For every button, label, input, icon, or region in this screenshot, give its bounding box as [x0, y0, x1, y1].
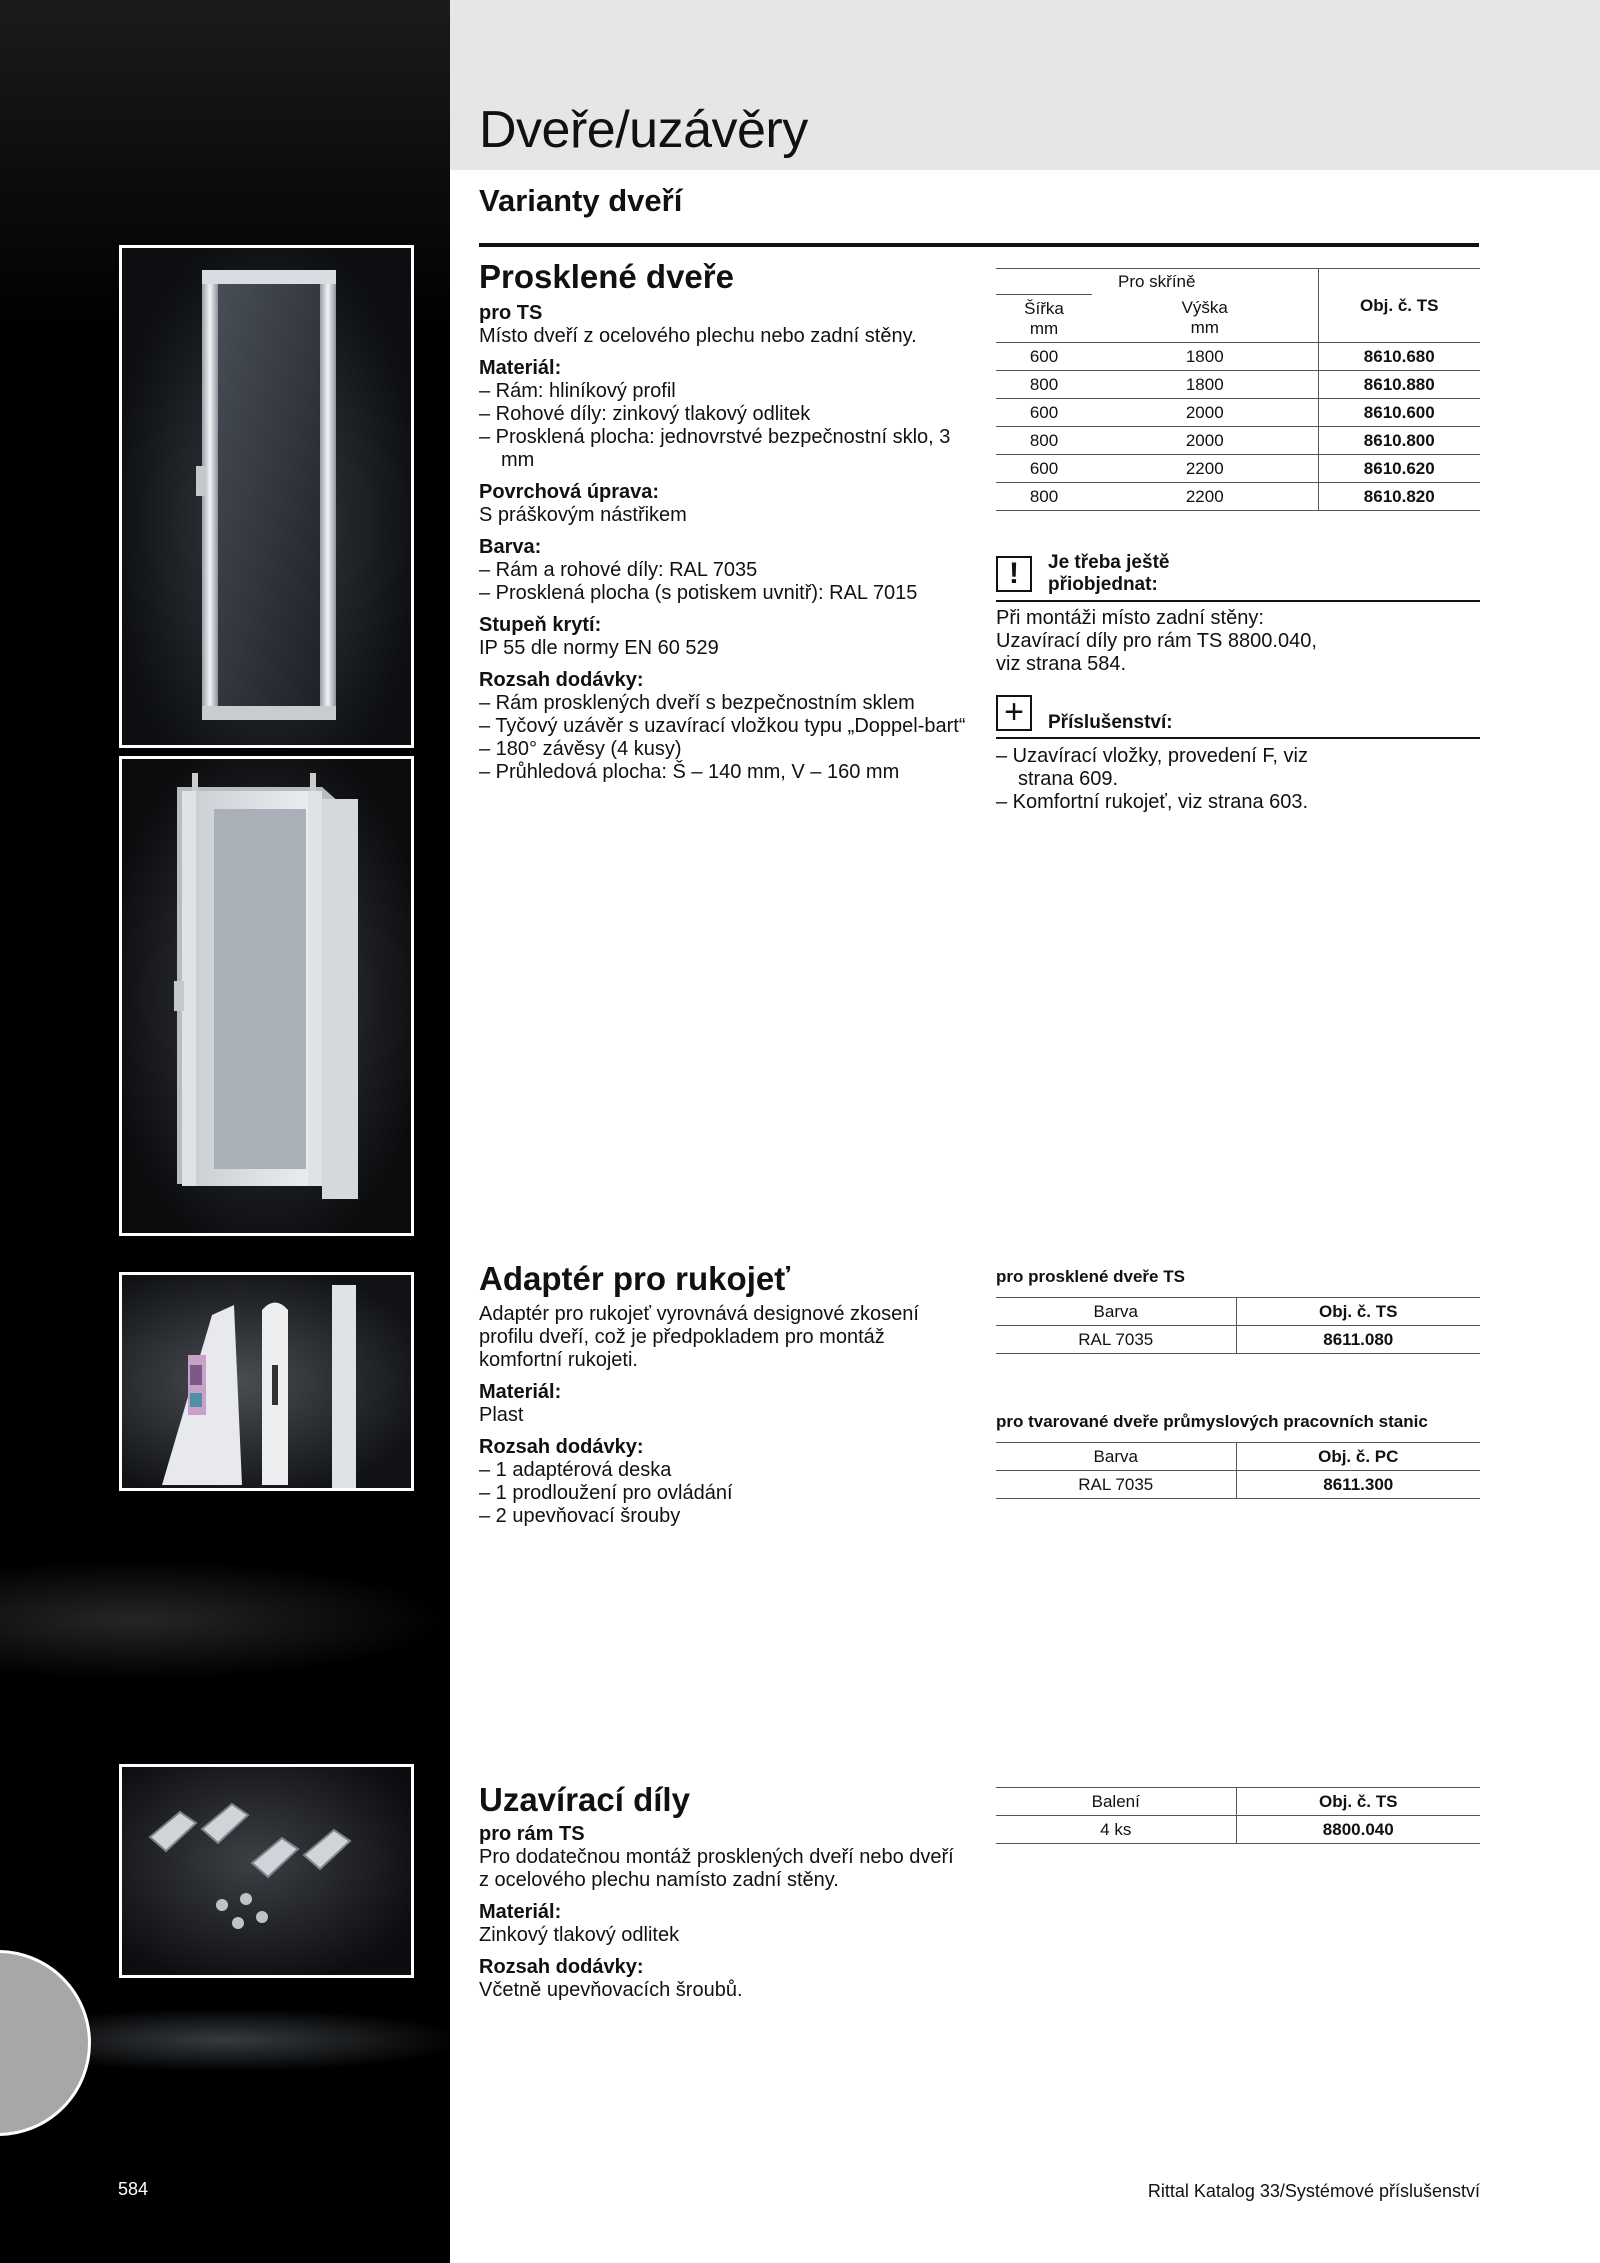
intro-text: Adaptér pro rukojeť vyrovnává designové zkosení profilu dveří, což je předpokladem pro montáž komfortní rukojeti.	[479, 1303, 919, 1371]
table-row: RAL 7035 8611.300	[996, 1471, 1480, 1499]
page-title: Dveře/uzávěry	[479, 101, 808, 159]
material-label: Materiál:	[479, 357, 562, 379]
decorative-disc	[0, 1950, 91, 2136]
table-row: 600 1800 8610.680	[996, 343, 1480, 371]
table-row: 600 2200 8610.620	[996, 455, 1480, 483]
material-item: – Prosklená plocha: jednovrstvé bezpečnostní sklo, 3 mm	[479, 426, 951, 471]
glazed-doors-order-table	[996, 268, 1480, 511]
table-row: 800 1800 8610.880	[996, 371, 1480, 399]
table-group-header: Pro skříně	[996, 269, 1318, 295]
table-header-pack: Balení	[996, 1788, 1236, 1816]
material-text: Plast	[479, 1404, 524, 1426]
delivery-item: – Tyčový uzávěr s uzavírací vložkou typu „Doppel-bart“	[479, 715, 966, 737]
table-caption-glazed: pro prosklené dveře TS	[996, 1267, 1185, 1286]
table-row: RAL 7035 8611.080	[996, 1326, 1480, 1354]
table-header-width: Šířka mm	[996, 295, 1092, 343]
enclosure-photo	[119, 756, 414, 1236]
intro-text: Místo dveří z ocelového plechu nebo zadní stěny.	[479, 325, 917, 347]
intro-text: Pro dodatečnou montáž prosklených dveří nebo dveří z ocelového plechu namísto zadní stěny.	[479, 1846, 954, 1891]
warning-icon: !	[996, 556, 1032, 592]
material-text: Zinkový tlakový odlitek	[479, 1924, 680, 1946]
accessories-list	[996, 745, 1316, 814]
protection-label: Stupeň krytí:	[479, 614, 602, 636]
table-row: 4 ks 8800.040	[996, 1816, 1480, 1844]
header-rule	[479, 243, 1479, 247]
color-item: – Prosklená plocha (s potiskem uvnitř): RAL 7015	[479, 582, 918, 604]
delivery-text: Včetně upevňovacích šroubů.	[479, 1979, 743, 2001]
material-item: – Rohové díly: zinkový tlakový odlitek	[479, 403, 811, 425]
accessory-item: – Uzavírací vložky, provedení F, viz strana 609.	[996, 745, 1308, 790]
closure-parts-table	[996, 1787, 1480, 1844]
table-header-row	[996, 1788, 1480, 1816]
order-note-heading: Je třeba ještě přiobjednat:	[1048, 552, 1170, 595]
delivery-label: Rozsah dodávky:	[479, 1436, 644, 1458]
table-row: 800 2000 8610.800	[996, 427, 1480, 455]
material-label: Materiál:	[479, 1901, 562, 1923]
order-note-line: viz strana 584.	[996, 653, 1127, 675]
order-note-line: Při montáži místo zadní stěny:	[996, 607, 1264, 629]
order-note-body	[996, 607, 1480, 676]
material-item: – Rám: hliníkový profil	[479, 380, 676, 402]
for-label: pro TS	[479, 302, 543, 324]
delivery-label: Rozsah dodávky:	[479, 1956, 644, 1978]
background-glow	[0, 1560, 450, 1680]
color-item: – Rám a rohové díly: RAL 7035	[479, 559, 758, 581]
left-image-column	[0, 0, 450, 2263]
for-label: pro rám TS	[479, 1823, 585, 1845]
material-label: Materiál:	[479, 1381, 562, 1403]
table-header-row	[996, 1443, 1480, 1471]
table-header-color: Barva	[996, 1298, 1236, 1326]
glazed-doors-description	[479, 302, 969, 784]
table-header-row	[996, 1298, 1480, 1326]
handle-adapter-photo	[119, 1272, 414, 1491]
surface-label: Povrchová úprava:	[479, 481, 660, 503]
delivery-item: – Průhledová plocha: Š – 140 mm, V – 160 mm	[479, 761, 900, 783]
delivery-item: – 1 adaptérová deska	[479, 1459, 672, 1481]
protection-text: IP 55 dle normy EN 60 529	[479, 637, 719, 659]
delivery-item: – 2 upevňovací šrouby	[479, 1505, 681, 1527]
delivery-item: – Rám prosklených dveří s bezpečnostním sklem	[479, 692, 915, 714]
accessories-rule	[996, 737, 1480, 739]
handle-adapter-table-pc	[996, 1442, 1480, 1499]
table-header-color: Barva	[996, 1443, 1236, 1471]
delivery-item: – 180° závěsy (4 kusy)	[479, 738, 682, 760]
table-header-order: Obj. č. PC	[1236, 1443, 1480, 1471]
section-heading-closure-parts: Uzavírací díly	[479, 1781, 690, 1818]
table-caption-workstation: pro tvarované dveře průmyslových pracovních stanic	[996, 1412, 1428, 1431]
delivery-item: – 1 prodloužení pro ovládání	[479, 1482, 733, 1504]
table-row: 800 2200 8610.820	[996, 483, 1480, 511]
handle-adapter-table-ts	[996, 1297, 1480, 1354]
table-header-order: Obj. č. TS	[1236, 1298, 1480, 1326]
plus-icon: +	[996, 695, 1032, 731]
order-note-rule	[996, 600, 1480, 602]
accessories-heading: Příslušenství:	[1048, 712, 1173, 733]
page-number: 584	[118, 2179, 149, 2199]
table-header-order: Obj. č. TS	[1318, 269, 1480, 343]
handle-adapter-description	[479, 1303, 959, 1528]
table-row: 600 2000 8610.600	[996, 399, 1480, 427]
order-note-line: Uzavírací díly pro rám TS 8800.040,	[996, 630, 1317, 652]
color-label: Barva:	[479, 536, 542, 558]
closure-parts-photo	[119, 1764, 414, 1978]
table-header-order: Obj. č. TS	[1236, 1788, 1480, 1816]
glazed-door-photo	[119, 245, 414, 748]
footer-catalog: Rittal Katalog 33/Systémové příslušenství	[1147, 2181, 1480, 2201]
closure-parts-description	[479, 1823, 959, 2002]
surface-text: S práškovým nástřikem	[479, 504, 687, 526]
accessory-item: – Komfortní rukojeť, viz strana 603.	[996, 791, 1309, 813]
delivery-label: Rozsah dodávky:	[479, 669, 644, 691]
section-heading-glazed-doors: Prosklené dveře	[479, 258, 734, 295]
page-subtitle: Varianty dveří	[479, 183, 683, 218]
section-heading-handle-adapter: Adaptér pro rukojeť	[479, 1260, 791, 1297]
table-header-height: Výška mm	[1181, 298, 1228, 338]
